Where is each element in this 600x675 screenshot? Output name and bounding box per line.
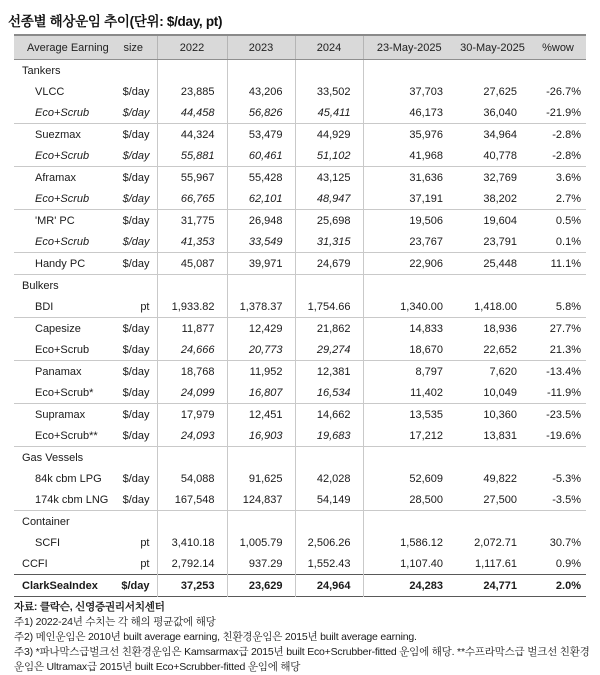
cell-label: Bulkers [22, 279, 59, 292]
cell-2023: 1,378.37 [227, 296, 295, 318]
cell-label: VLCC [35, 85, 65, 98]
cell-2024: 21,862 [295, 318, 363, 340]
cell-23-may-2025: 13,535 [363, 404, 455, 426]
column-header-2022: 2022 [157, 35, 227, 60]
cell-2024: 45,411 [295, 102, 363, 124]
table-row [14, 361, 586, 383]
cell-2022: 11,877 [157, 318, 227, 340]
cell-23-may-2025: 41,968 [363, 145, 455, 167]
cell-23-may-2025: 14,833 [363, 318, 455, 340]
cell-label: CCFI [22, 557, 48, 570]
cell-wow: 3.6% [555, 171, 581, 184]
cell-wow: 0.1% [555, 235, 581, 248]
table-row [14, 575, 586, 597]
cell-2023: 55,428 [227, 167, 295, 189]
cell-2024 [295, 447, 363, 469]
table-row [14, 210, 586, 232]
cell-size: $/day [122, 106, 150, 119]
cell-2024: 44,929 [295, 124, 363, 146]
table-row [14, 318, 586, 340]
cell-size: pt [140, 557, 150, 570]
cell-wow: -26.7% [546, 85, 581, 98]
column-header-30-may-2025: 30-May-2025 [455, 35, 530, 60]
cell-2022: 167,548 [157, 489, 227, 511]
cell-label: Tankers [22, 64, 61, 77]
cell-size [110, 511, 157, 533]
cell-30-may-2025: 32,769 [483, 171, 517, 184]
table-row [14, 102, 586, 124]
cell-2024 [295, 511, 363, 533]
cell-2022: 24,666 [157, 339, 227, 361]
cell-2024: 51,102 [295, 145, 363, 167]
cell-wow [530, 60, 586, 82]
cell-2023 [227, 447, 295, 469]
cell-label: 'MR' PC [35, 214, 75, 227]
cell-23-may-2025 [363, 60, 455, 82]
cell-30-may-2025: 1,418.00 [474, 300, 517, 313]
cell-size: $/day [122, 408, 150, 421]
cell-2023: 20,773 [227, 339, 295, 361]
cell-23-may-2025: 52,609 [363, 468, 455, 489]
header-row [14, 35, 586, 60]
cell-2023: 16,903 [227, 425, 295, 447]
cell-2023: 43,206 [227, 81, 295, 102]
cell-30-may-2025: 22,652 [483, 343, 517, 356]
cell-label: Supramax [35, 408, 86, 421]
cell-size: pt [140, 300, 150, 313]
cell-2022: 41,353 [157, 231, 227, 253]
table-row [14, 167, 586, 189]
cell-30-may-2025 [455, 60, 530, 82]
cell-wow: 11.1% [550, 257, 581, 270]
cell-30-may-2025 [455, 447, 530, 469]
cell-size: $/day [121, 579, 150, 592]
cell-wow: -21.9% [546, 106, 581, 119]
cell-2024: 19,683 [295, 425, 363, 447]
cell-label: 84k cbm LPG [35, 472, 102, 485]
cell-23-may-2025: 8,797 [363, 361, 455, 383]
cell-2024: 31,315 [295, 231, 363, 253]
cell-2022: 2,792.14 [157, 553, 227, 575]
cell-2022: 37,253 [157, 575, 227, 597]
cell-size: $/day [122, 365, 150, 378]
cell-2023: 16,807 [227, 382, 295, 404]
cell-size: $/day [122, 429, 150, 442]
column-header-2024: 2024 [295, 35, 363, 60]
table-row [14, 60, 586, 82]
cell-23-may-2025: 1,586.12 [363, 532, 455, 553]
table-row [14, 275, 586, 297]
cell-2023: 53,479 [227, 124, 295, 146]
cell-2024: 48,947 [295, 188, 363, 210]
cell-30-may-2025 [455, 275, 530, 297]
column-header-23-may-2025: 23-May-2025 [363, 35, 455, 60]
cell-label: Handy PC [35, 257, 86, 270]
cell-23-may-2025 [363, 447, 455, 469]
cell-2022: 45,087 [157, 253, 227, 275]
cell-2022: 24,093 [157, 425, 227, 447]
cell-2024: 24,679 [295, 253, 363, 275]
footnote-1: 주1) 2022-24년 수치는 각 해의 평균값에 해당 [14, 616, 216, 628]
cell-wow: 2.0% [555, 579, 581, 592]
cell-size: $/day [122, 85, 150, 98]
cell-2022: 17,979 [157, 404, 227, 426]
cell-30-may-2025: 10,360 [483, 408, 517, 421]
column-header-2023: 2023 [227, 35, 295, 60]
table-row [14, 124, 586, 146]
table-row [14, 145, 586, 167]
cell-23-may-2025: 28,500 [363, 489, 455, 511]
cell-size: $/day [122, 149, 150, 162]
cell-wow: 5.8% [555, 300, 581, 313]
cell-2024: 29,274 [295, 339, 363, 361]
cell-23-may-2025: 1,107.40 [363, 553, 455, 575]
table-footer [14, 600, 596, 675]
cell-23-may-2025: 35,976 [363, 124, 455, 146]
cell-23-may-2025: 17,212 [363, 425, 455, 447]
cell-label: Eco+Scrub [35, 106, 90, 119]
cell-wow [530, 275, 586, 297]
cell-wow: 27.7% [549, 322, 581, 335]
cell-2024: 1,552.43 [295, 553, 363, 575]
cell-wow: -19.6% [546, 429, 581, 442]
cell-30-may-2025: 13,831 [483, 429, 517, 442]
cell-wow: -2.8% [552, 128, 581, 141]
cell-label: Container [22, 515, 70, 528]
cell-label: Eco+Scrub [35, 235, 90, 248]
cell-2022: 3,410.18 [157, 532, 227, 553]
cell-wow: 0.5% [555, 214, 581, 227]
table-row [14, 404, 586, 426]
table-header [14, 35, 586, 60]
cell-2024: 42,028 [295, 468, 363, 489]
cell-30-may-2025: 2,072.71 [474, 536, 517, 549]
cell-wow [530, 511, 586, 533]
cell-size: $/day [122, 171, 150, 184]
cell-label: Capesize [35, 322, 81, 335]
cell-2024: 16,534 [295, 382, 363, 404]
cell-2023: 11,952 [227, 361, 295, 383]
cell-2024: 2,506.26 [295, 532, 363, 553]
cell-2022: 23,885 [157, 81, 227, 102]
cell-size [110, 60, 157, 82]
cell-2023: 12,451 [227, 404, 295, 426]
cell-label: Eco+Scrub [35, 343, 90, 356]
column-header-average-earning: Average Earning [14, 35, 110, 60]
cell-size: $/day [122, 214, 150, 227]
table-body [14, 60, 586, 597]
cell-2024: 33,502 [295, 81, 363, 102]
table-row [14, 447, 586, 469]
source-note: 자료: 클락슨, 신영증권리서치센터 [14, 601, 165, 613]
cell-size: $/day [122, 472, 150, 485]
cell-2024: 54,149 [295, 489, 363, 511]
cell-2023: 12,429 [227, 318, 295, 340]
column-header-size: size [110, 35, 157, 60]
page-title: 선종별 해상운임 추이(단위: $/day, pt) [8, 14, 223, 29]
cell-label: Aframax [35, 171, 76, 184]
cell-2023 [227, 511, 295, 533]
cell-30-may-2025: 18,936 [483, 322, 517, 335]
cell-2023 [227, 60, 295, 82]
table-row [14, 511, 586, 533]
cell-label: Panamax [35, 365, 82, 378]
table-row [14, 81, 586, 102]
cell-2023: 23,629 [227, 575, 295, 597]
cell-23-may-2025: 24,283 [363, 575, 455, 597]
cell-23-may-2025: 18,670 [363, 339, 455, 361]
cell-2023 [227, 275, 295, 297]
cell-2022: 44,458 [157, 102, 227, 124]
cell-2022: 66,765 [157, 188, 227, 210]
cell-size: $/day [122, 493, 150, 506]
cell-2024 [295, 275, 363, 297]
cell-2023: 33,549 [227, 231, 295, 253]
cell-2022 [157, 511, 227, 533]
cell-30-may-2025: 49,822 [483, 472, 517, 485]
cell-size: pt [140, 536, 150, 549]
cell-size: $/day [122, 343, 150, 356]
cell-size [110, 275, 157, 297]
cell-label: BDI [35, 300, 54, 313]
cell-2022 [157, 447, 227, 469]
cell-wow: -2.8% [552, 149, 581, 162]
table-row [14, 425, 586, 447]
table-row [14, 468, 586, 489]
cell-label: Eco+Scrub [35, 149, 90, 162]
cell-size: $/day [122, 192, 150, 205]
cell-30-may-2025: 23,791 [483, 235, 517, 248]
cell-30-may-2025: 1,117.61 [474, 557, 517, 570]
cell-wow: 0.9% [555, 557, 581, 570]
cell-2022: 55,881 [157, 145, 227, 167]
cell-2022 [157, 60, 227, 82]
cell-23-may-2025: 46,173 [363, 102, 455, 124]
cell-2024 [295, 60, 363, 82]
cell-label: 174k cbm LNG [35, 493, 109, 506]
cell-30-may-2025: 19,604 [483, 214, 517, 227]
cell-label: ClarkSeaIndex [22, 579, 98, 592]
cell-2023: 62,101 [227, 188, 295, 210]
cell-size: $/day [122, 235, 150, 248]
cell-30-may-2025: 7,620 [489, 365, 517, 378]
cell-30-may-2025 [455, 511, 530, 533]
cell-2023: 39,971 [227, 253, 295, 275]
cell-2023: 26,948 [227, 210, 295, 232]
cell-30-may-2025: 38,202 [483, 192, 517, 205]
cell-size: $/day [122, 322, 150, 335]
cell-2023: 1,005.79 [227, 532, 295, 553]
cell-30-may-2025: 40,778 [483, 149, 517, 162]
cell-wow: -5.3% [552, 472, 581, 485]
table-row [14, 296, 586, 318]
cell-label: Eco+Scrub* [35, 386, 94, 399]
footnote-2: 주2) 메인운임은 2010년 built average earning, 친환경운임은 2015년 built average earning. [14, 631, 417, 643]
table-row [14, 553, 586, 575]
cell-23-may-2025: 37,191 [363, 188, 455, 210]
cell-30-may-2025: 36,040 [483, 106, 517, 119]
cell-label: SCFI [35, 536, 61, 549]
cell-30-may-2025: 25,448 [483, 257, 517, 270]
cell-label: Gas Vessels [22, 451, 84, 464]
cell-2024: 24,964 [295, 575, 363, 597]
cell-30-may-2025: 27,625 [483, 85, 517, 98]
cell-2022: 31,775 [157, 210, 227, 232]
cell-2024: 25,698 [295, 210, 363, 232]
table-row [14, 339, 586, 361]
cell-wow: -11.9% [546, 386, 581, 399]
cell-23-may-2025 [363, 511, 455, 533]
column-header-wow: %wow [530, 35, 586, 60]
table-row [14, 253, 586, 275]
cell-size: $/day [122, 257, 150, 270]
cell-wow [530, 447, 586, 469]
cell-2024: 1,754.66 [295, 296, 363, 318]
cell-wow: -23.5% [546, 408, 581, 421]
cell-2022: 18,768 [157, 361, 227, 383]
cell-wow: 2.7% [555, 192, 581, 205]
footnote-3: 주3) *파나막스급벌크선 친환경운임은 Kamsarmax급 2015년 built Eco+Scrubber-fitted 운임에 해당. **수프라막스급 벌크선 친환경운임은 Ultramax급 2015년 built Eco+Scrubber-fitted 운임에 해당 [14, 646, 590, 673]
table-row [14, 231, 586, 253]
cell-2023: 60,461 [227, 145, 295, 167]
cell-23-may-2025: 11,402 [363, 382, 455, 404]
cell-23-may-2025 [363, 275, 455, 297]
cell-size [110, 447, 157, 469]
table-row [14, 382, 586, 404]
cell-23-may-2025: 1,340.00 [363, 296, 455, 318]
cell-wow: -13.4% [546, 365, 581, 378]
cell-23-may-2025: 37,703 [363, 81, 455, 102]
cell-23-may-2025: 22,906 [363, 253, 455, 275]
cell-wow: -3.5% [552, 493, 581, 506]
cell-23-may-2025: 31,636 [363, 167, 455, 189]
cell-2024: 14,662 [295, 404, 363, 426]
table-row [14, 532, 586, 553]
table-row [14, 188, 586, 210]
cell-30-may-2025: 34,964 [483, 128, 517, 141]
cell-size: $/day [122, 386, 150, 399]
cell-2023: 56,826 [227, 102, 295, 124]
cell-30-may-2025: 27,500 [483, 493, 517, 506]
cell-label: Eco+Scrub [35, 192, 90, 205]
cell-2022: 54,088 [157, 468, 227, 489]
cell-wow: 21.3% [549, 343, 581, 356]
cell-2023: 91,625 [227, 468, 295, 489]
cell-2022: 55,967 [157, 167, 227, 189]
cell-23-may-2025: 19,506 [363, 210, 455, 232]
cell-2022 [157, 275, 227, 297]
cell-2023: 937.29 [227, 553, 295, 575]
cell-30-may-2025: 10,049 [483, 386, 517, 399]
cell-23-may-2025: 23,767 [363, 231, 455, 253]
cell-2024: 43,125 [295, 167, 363, 189]
table-row [14, 489, 586, 511]
cell-2022: 24,099 [157, 382, 227, 404]
cell-wow: 30.7% [549, 536, 581, 549]
cell-label: Suezmax [35, 128, 81, 141]
cell-2023: 124,837 [227, 489, 295, 511]
cell-2024: 12,381 [295, 361, 363, 383]
earnings-table [14, 34, 586, 597]
cell-2022: 44,324 [157, 124, 227, 146]
cell-2022: 1,933.82 [157, 296, 227, 318]
cell-label: Eco+Scrub** [35, 429, 98, 442]
cell-30-may-2025: 24,771 [483, 579, 517, 592]
cell-size: $/day [122, 128, 150, 141]
